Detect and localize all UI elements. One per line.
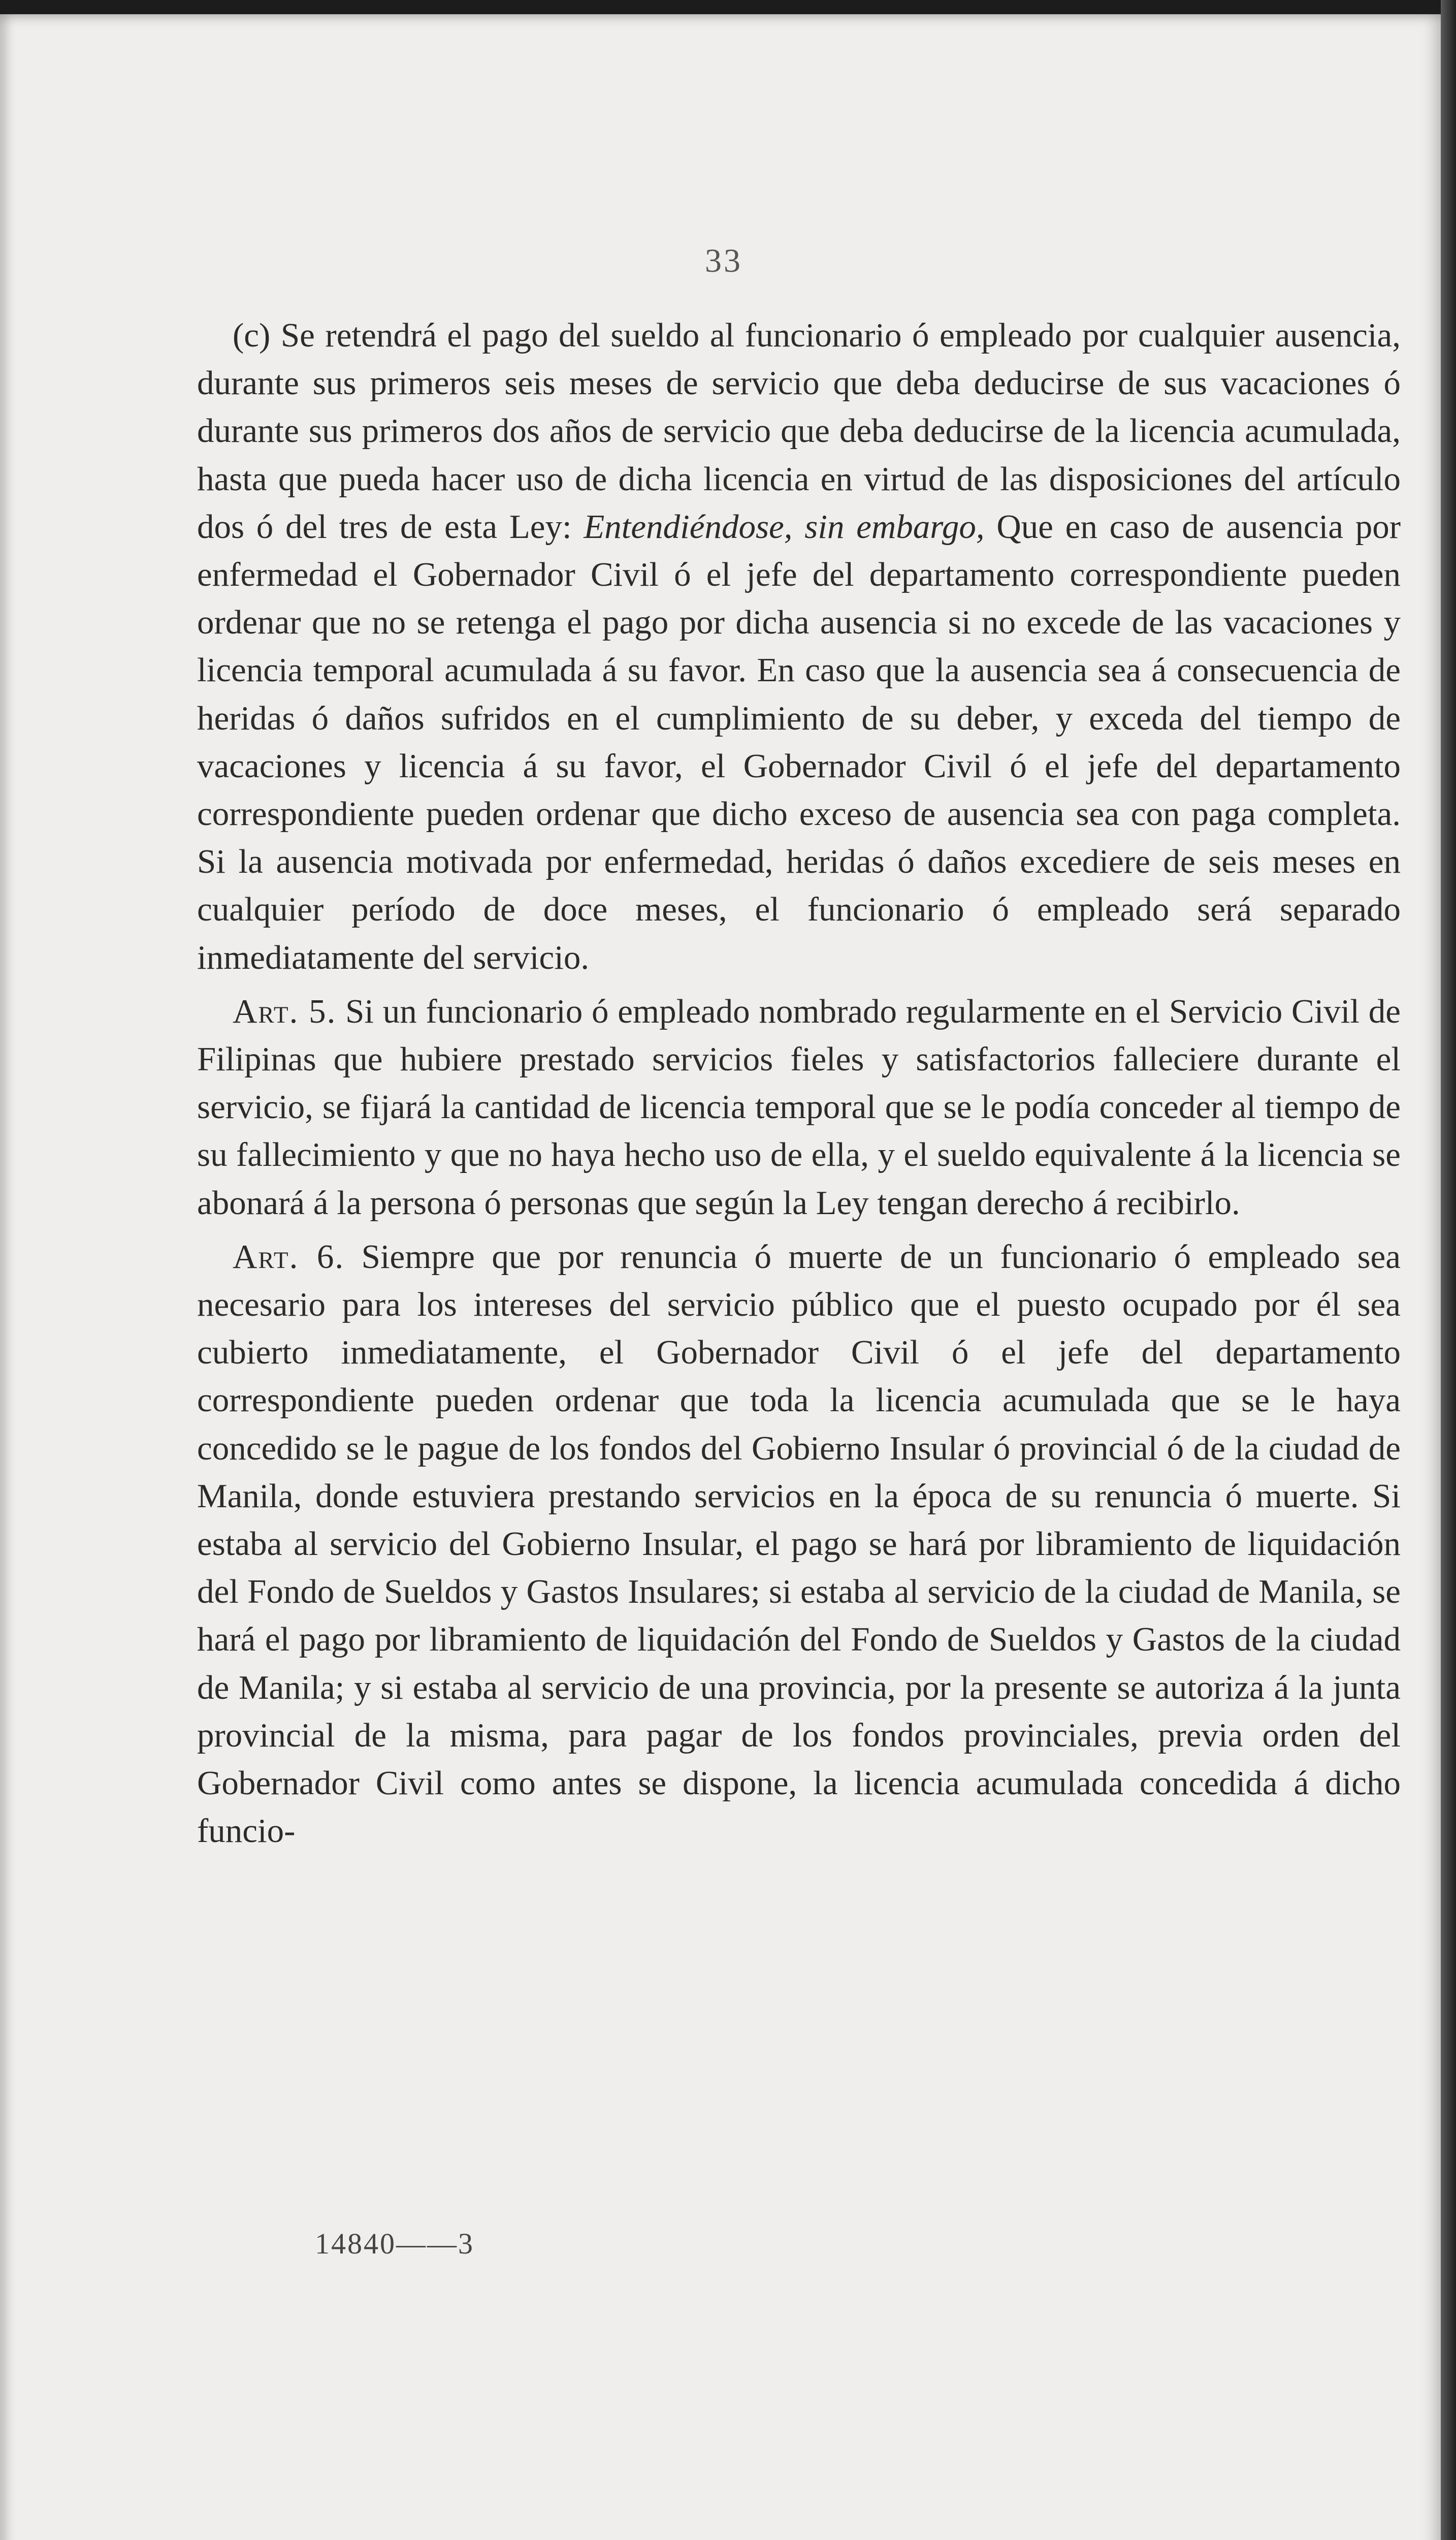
article-5-label: Art. 5. (233, 992, 337, 1030)
paragraph-c (197, 311, 1401, 981)
paragraph-c-italic: Entendiéndose, sin embargo, (584, 507, 985, 546)
page-number: 33 (705, 242, 742, 279)
article-6-label: Art. 6. (233, 1237, 345, 1276)
scan-top-border (0, 0, 1456, 15)
paragraph-c-text-1: Se retendrá el pago del sueldo al funcionario ó empleado por cualquier ausencia, durante sus primeros seis meses de servicio que deba deducirse de sus vacaciones ó durante sus primeros dos años de servicio que deba deducirse de la licencia acumulada, hasta que pueda hacer uso de dicha licencia en virtud de las disposiciones del artículo dos ó del tres de esta Ley: (197, 316, 1401, 546)
paragraph-c-label: (c) (233, 316, 271, 354)
document-page (0, 14, 1447, 2540)
scan-right-border (1441, 0, 1456, 2540)
article-6-text: Siempre que por renuncia ó muerte de un funcionario ó empleado sea necesario para los intereses del servicio público que el puesto ocupado por él sea cubierto inmediatamente, el Gobernador Civil ó el jefe del departamento correspondiente pueden ordenar que toda la licencia acumulada que se le haya concedido se le pague de los fondos del Gobierno Insular ó provincial ó de la ciudad de Manila, donde estuviera prestando servicios en la época de su renuncia ó muerte. Si estaba al servicio del Gobierno Insular, el pago se hará por libramiento de liquidación del Fondo de Sueldos y Gastos Insulares; si estaba al servicio de la ciudad de Manila, se hará el pago por libramiento de liquidación del Fondo de Sueldos y Gastos de la ciudad de Manila; y si estaba al servicio de una provincia, por la presente se autoriza á la junta provincial de la misma, para pagar de los fondos provinciales, previa orden del Gobernador Civil como antes se dispone, la licencia acumulada concedida á dicho funcio- (197, 1237, 1401, 1850)
article-6 (197, 1233, 1401, 1855)
paragraph-c-text-2: Que en caso de ausencia por enfermedad el Gobernador Civil ó el jefe del departamento correspondiente pueden ordenar que no se retenga el pago por dicha ausencia si no excede de las vacaciones y licencia temporal acumulada á su favor. En caso que la ausencia sea á consecuencia de heridas ó daños sufridos en el cumplimiento de su deber, y exceda del tiempo de vacaciones y licencia á su favor, el Gobernador Civil ó el jefe del departamento correspondiente pueden ordenar que dicho exceso de ausencia sea con paga completa. Si la ausencia motivada por enfermedad, heridas ó daños excediere de seis meses en cualquier período de doce meses, el funcionario ó empleado será separado inmediatamente del servicio. (197, 507, 1401, 976)
article-5-text: Si un funcionario ó empleado nombrado regularmente en el Servicio Civil de Filipinas que hubiere prestado servicios fieles y satisfactorios falleciere durante el servicio, se fijará la cantidad de licencia temporal que se le podía conceder al tiempo de su fallecimiento y que no haya hecho uso de ella, y el sueldo equivalente á la licencia se abonará á la persona ó personas que según la Ley tengan derecho á recibirlo. (197, 992, 1401, 1222)
article-5 (197, 988, 1401, 1227)
body-text (197, 311, 1401, 1855)
signature-mark: 14840——3 (315, 2227, 474, 2260)
